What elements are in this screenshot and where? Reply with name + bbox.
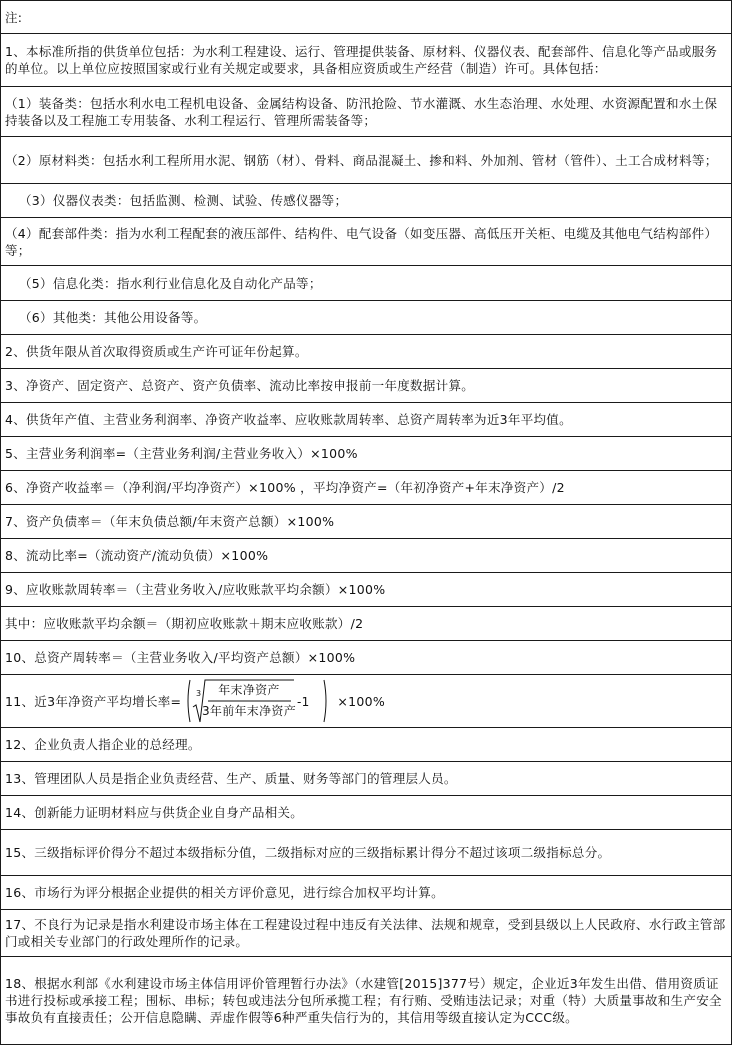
fraction-numerator: 年末净资产	[218, 683, 281, 697]
table-row	[1, 87, 732, 137]
note-1-parts: （4）配套部件类：指为水利工程配套的液压部件、结构件、电气设备（如变压器、高低压开关柜、电缆及其他电气结构部件）等；	[1, 218, 732, 266]
note-17: 17、不良行为记录是指水利建设市场主体在工程建设过程中违反有关法律、法规和规章，受到县级以上人民政府、水行政主管部门或相关专业部门的行政处理所作的记录。	[1, 910, 732, 957]
note-9: 9、应收账款周转率＝（主营业务收入/应收账款平均余额）×100%	[1, 573, 732, 607]
table-row	[1, 335, 732, 369]
table-row	[1, 762, 732, 796]
table-row	[1, 266, 732, 301]
table-row	[1, 301, 732, 335]
table-row	[1, 437, 732, 471]
note-5: 5、主营业务利润率=（主营业务利润/主营业务收入）×100%	[1, 437, 732, 471]
growth-rate-formula	[5, 677, 727, 725]
note-9-sub: 其中：应收账款平均余额＝（期初应收账款＋期末应收账款）/2	[1, 607, 732, 641]
note-18: 18、根据水利部《水利建设市场主体信用评价管理暂行办法》（水建管[2015]377号）规定，企业近3年发生出借、借用资质证书进行投标或承接工程；围标、串标；转包或违法分包所承揽工程；有行贿、受贿违法记录；对重（特）大质量事故和生产安全事故负有直接责任；公开信息隐瞒、弄虚作假等6种严重失信行为的，其信用等级直接认定为CCC级。	[1, 957, 732, 1045]
table-row	[1, 218, 732, 266]
note-11-suffix: ×100%	[337, 693, 386, 709]
table-row	[1, 675, 732, 728]
notes-header: 注:	[1, 1, 732, 34]
note-11	[1, 675, 732, 728]
note-1-other: （6）其他类：其他公用设备等。	[1, 301, 732, 335]
table-row	[1, 505, 732, 539]
table-row	[1, 403, 732, 437]
notes-header-row	[1, 1, 732, 34]
note-14: 14、创新能力证明材料应与供货企业自身产品相关。	[1, 796, 732, 830]
note-16: 16、市场行为评分根据企业提供的相关方评价意见，进行综合加权平均计算。	[1, 876, 732, 910]
note-1-instruments: （3）仪器仪表类：包括监测、检测、试验、传感仪器等；	[1, 184, 732, 218]
table-row	[1, 369, 732, 403]
table-row	[1, 728, 732, 762]
table-row	[1, 876, 732, 910]
note-4: 4、供货年产值、主营业务利润率、净资产收益率、应收账款周转率、总资产周转率为近3年平均值。	[1, 403, 732, 437]
table-row	[1, 137, 732, 184]
note-8: 8、流动比率=（流动资产/流动负债）×100%	[1, 539, 732, 573]
table-row	[1, 957, 732, 1045]
root-index: 3	[196, 689, 202, 698]
table-row	[1, 796, 732, 830]
note-12: 12、企业负责人指企业的总经理。	[1, 728, 732, 762]
note-3: 3、净资产、固定资产、总资产、资产负债率、流动比率按申报前一年度数据计算。	[1, 369, 732, 403]
table-row	[1, 573, 732, 607]
cube-root-fraction	[185, 677, 333, 725]
note-1-materials: （2）原材料类：包括水利工程所用水泥、钢筋（材）、骨料、商品混凝土、掺和料、外加剂、管材（管件）、土工合成材料等；	[1, 137, 732, 184]
note-2: 2、供货年限从首次取得资质或生产许可证年份起算。	[1, 335, 732, 369]
table-row	[1, 539, 732, 573]
table-row	[1, 34, 732, 87]
table-row	[1, 607, 732, 641]
note-10: 10、总资产周转率＝（主营业务收入/平均资产总额）×100%	[1, 641, 732, 675]
table-row	[1, 830, 732, 876]
note-13: 13、管理团队人员是指企业负责经营、生产、质量、财务等部门的管理层人员。	[1, 762, 732, 796]
table-row	[1, 641, 732, 675]
minus-one: -1	[297, 695, 310, 709]
note-1: 1、本标准所指的供货单位包括：为水利工程建设、运行、管理提供装备、原材料、仪器仪表、配套部件、信息化等产品或服务的单位。以上单位应按照国家或行业有关规定或要求，具备相应资质或生产经营（制造）许可。具体包括：	[1, 34, 732, 87]
table-row	[1, 184, 732, 218]
table-row	[1, 471, 732, 505]
note-15: 15、三级指标评价得分不超过本级指标分值，二级指标对应的三级指标累计得分不超过该项二级指标总分。	[1, 830, 732, 876]
note-7: 7、资产负债率＝（年末负债总额/年末资产总额）×100%	[1, 505, 732, 539]
open-paren	[188, 680, 190, 722]
close-paren	[324, 680, 326, 722]
table-row	[1, 910, 732, 957]
note-1-informatization: （5）信息化类：指水利行业信息化及自动化产品等；	[1, 266, 732, 301]
note-6: 6、净资产收益率＝（净利润/平均净资产）×100% ，平均净资产=（年初净资产+年末净资产）/2	[1, 471, 732, 505]
note-1-equipment: （1）装备类：包括水利水电工程机电设备、金属结构设备、防汛抢险、节水灌溉、水生态治理、水处理、水资源配置和水土保持装备以及工程施工专用装备、水利工程运行、管理所需装备等；	[1, 87, 732, 137]
note-11-label: 11、近3年净资产平均增长率=	[5, 693, 182, 709]
fraction-denominator: 3年前年末净资产	[202, 704, 297, 718]
